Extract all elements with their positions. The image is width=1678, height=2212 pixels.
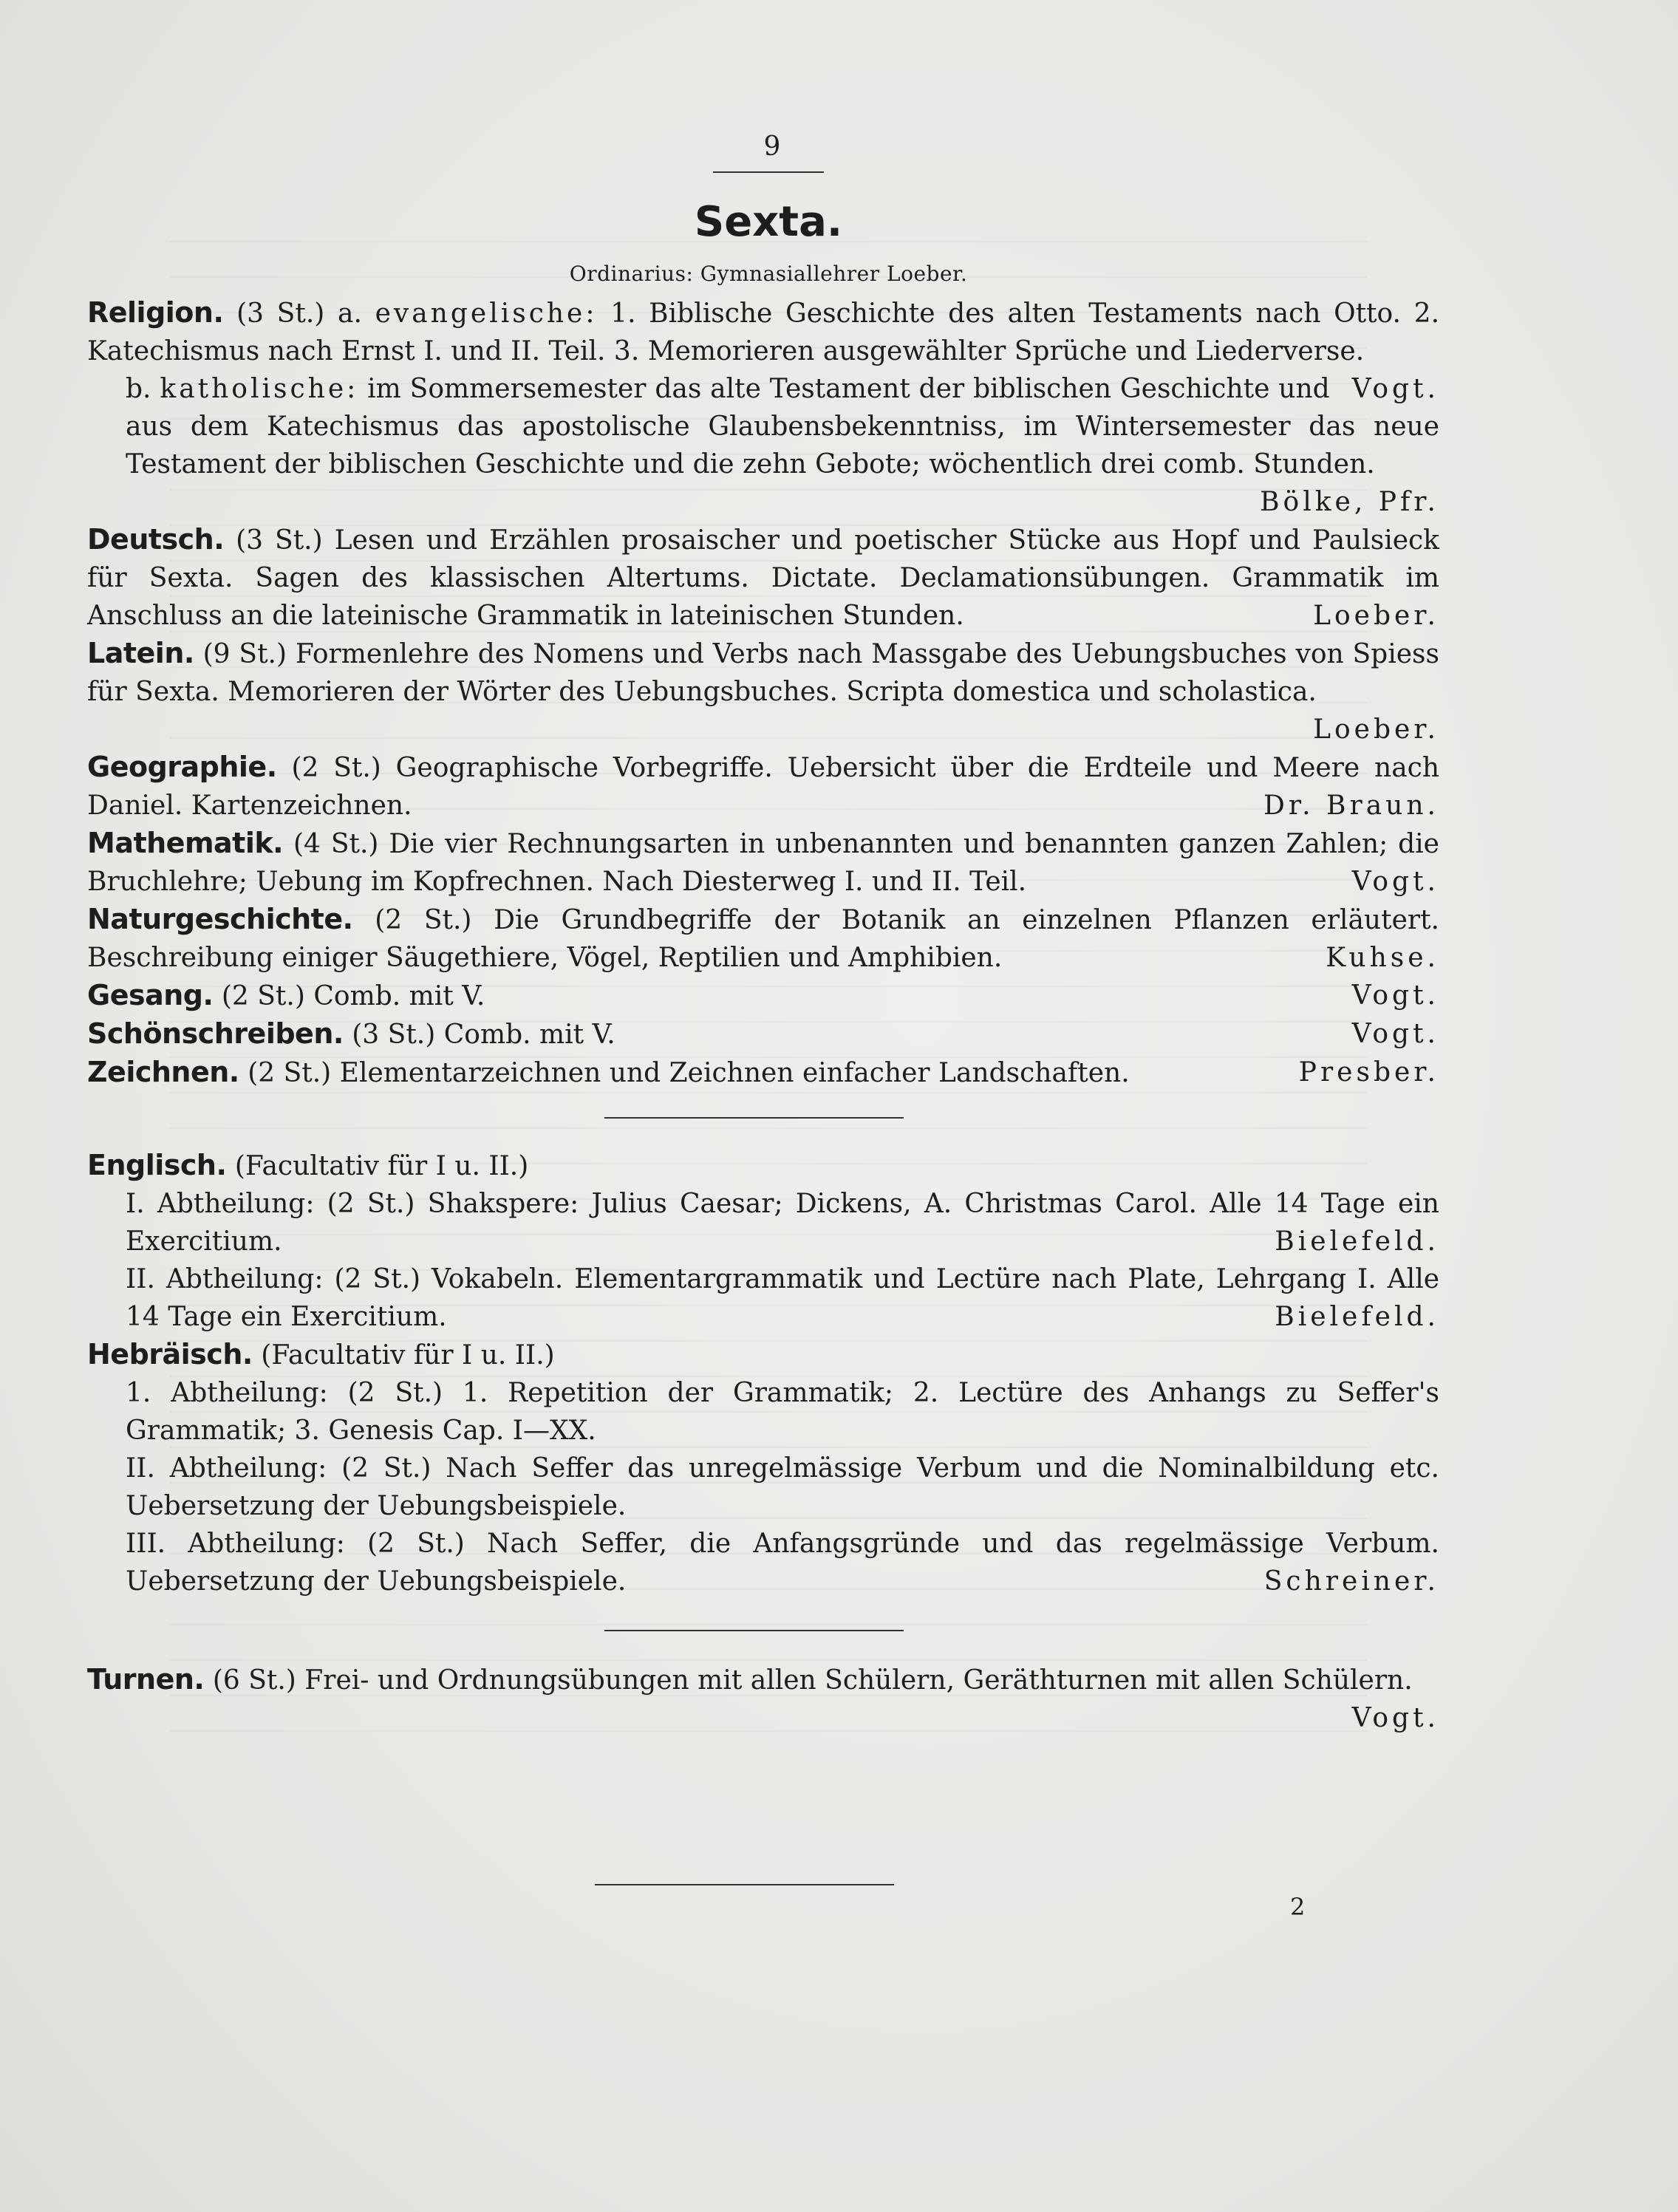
entry-text: Frei- und Ordnungsübungen mit allen Schülern, Geräthturnen mit allen Schülern. <box>304 1665 1413 1696</box>
entry-latein <box>87 635 1439 748</box>
division-label: 1. Abtheilung: <box>126 1378 328 1408</box>
hours-label: (3 St.) <box>352 1020 436 1050</box>
entry-religion <box>87 294 1439 521</box>
hours-label: (6 St.) <box>212 1665 296 1696</box>
entry-hebraeisch <box>87 1336 1439 1600</box>
entry-text: (2 St.) 1. Repetition der Grammatik; 2. Lectüre des Anhangs zu Seffer's Grammatik; 3. Genesis Cap. I—XX. <box>126 1378 1439 1446</box>
entry-text: (2 St.) Vokabeln. Elementargrammatik und Lectüre nach Plate, Lehrgang I. Alle 14 Tage ein Exercitium. <box>126 1264 1440 1332</box>
subject-heading: Mathematik. <box>87 827 284 859</box>
entry-schoenschreiben <box>87 1015 1439 1054</box>
entry-turnen <box>87 1661 1439 1737</box>
entry-naturgeschichte <box>87 901 1439 977</box>
page-title: Sexta. <box>694 198 843 246</box>
subject-heading: Turnen. <box>87 1663 205 1696</box>
hours-label: (3 St.) <box>236 298 325 329</box>
item-label: b. <box>126 374 151 404</box>
page-subtitle: Ordinarius: Gymnasiallehrer Loeber. <box>569 262 968 286</box>
entry-text: Comb. mit V. <box>443 1020 615 1050</box>
teacher-name: Dr. Braun. <box>1263 791 1439 821</box>
teacher-name: Schreiner. <box>1263 1566 1439 1597</box>
hours-label: (2 St.) <box>248 1058 332 1088</box>
entry-text: im Sommersemester das alte Testament der biblischen Geschichte und aus dem Katechismus das apostolische Glaubensbekenntniss, im Wintersemester das neue Testament der biblischen Geschichte und die zehn Gebote; wöchentlich drei comb. Stunden. <box>126 374 1439 479</box>
hours-label: (3 St.) <box>236 525 323 556</box>
hours-label: (9 St.) <box>202 639 287 669</box>
hours-label: (4 St.) <box>293 829 379 859</box>
section-divider <box>604 1117 904 1119</box>
facultative-note: (Facultativ für I u. II.) <box>261 1340 555 1370</box>
entry-englisch <box>87 1147 1439 1336</box>
subject-heading: Hebräisch. <box>87 1338 253 1370</box>
division-label: III. Abtheilung: <box>126 1529 345 1559</box>
denomination-label: katholische: <box>160 374 359 404</box>
entry-text: Formenlehre des Nomens und Verbs nach Massgabe des Uebungsbuches von Spiess für Sexta. Memorieren der Wörter des Uebungsbuches. Scripta domestica und scholastica. <box>87 639 1439 707</box>
entry-text: Comb. mit V. <box>313 981 485 1011</box>
entry-text: Elementarzeichnen und Zeichnen einfacher Landschaften. <box>339 1058 1130 1088</box>
entry-text: Geographische Vorbegriffe. Uebersicht über die Erdteile und Meere nach Daniel. Kartenzeichnen. <box>87 753 1440 821</box>
curriculum-content <box>87 294 1439 1737</box>
subject-heading: Schönschreiben. <box>87 1017 344 1050</box>
entry-text: Die vier Rechnungsarten in unbenannten und benannten ganzen Zahlen; die Bruchlehre; Uebung im Kopfrechnen. Nach Diesterweg I. und II. Teil. <box>87 829 1439 897</box>
teacher-name: Bölke, Pfr. <box>1260 487 1439 517</box>
subject-heading: Gesang. <box>87 979 214 1011</box>
entry-mathematik <box>87 825 1439 901</box>
denomination-label: evangelische: <box>375 298 598 329</box>
teacher-name: Presber. <box>1298 1057 1439 1088</box>
entry-text: (2 St.) Nach Seffer, die Anfangsgründe und das regelmässige Verbum. Uebersetzung der Uebungsbeispiele. <box>126 1529 1439 1597</box>
division-label: II. Abtheilung: <box>126 1264 324 1294</box>
teacher-name: Vogt. <box>1351 374 1439 404</box>
teacher-name: Bielefeld. <box>1275 1226 1439 1257</box>
teacher-name: Vogt. <box>1351 1019 1439 1049</box>
entry-zeichnen <box>87 1054 1439 1092</box>
entry-text: Die Grundbegriffe der Botanik an einzelnen Pflanzen erläutert. Beschreibung einiger Säugethiere, Vögel, Reptilien und Amphibien. <box>87 905 1439 973</box>
section-divider <box>604 1630 904 1631</box>
page-number: 9 <box>763 132 781 162</box>
hours-label: (2 St.) <box>291 753 381 783</box>
entry-deutsch <box>87 521 1439 635</box>
bottom-divider <box>595 1884 894 1885</box>
subject-heading: Geographie. <box>87 751 277 783</box>
division-label: I. Abtheilung: <box>126 1189 315 1219</box>
subject-heading: Englisch. <box>87 1149 227 1181</box>
teacher-name: Bielefeld. <box>1275 1302 1439 1332</box>
subject-heading: Deutsch. <box>87 523 225 556</box>
teacher-name: Loeber. <box>1313 714 1439 745</box>
teacher-name: Vogt. <box>1351 867 1439 897</box>
entry-text: Lesen und Erzählen prosaischer und poetischer Stücke aus Hopf und Paulsieck für Sexta. Sagen des klassischen Altertums. Dictate. Declamationsübungen. Grammatik im Anschluss an die lateinische Grammatik in lateinischen Stunden. <box>87 525 1439 631</box>
subject-heading: Zeichnen. <box>87 1056 239 1088</box>
entry-text: 1. Biblische Geschichte des alten Testaments nach Otto. 2. Katechismus nach Ernst I. und II. Teil. 3. Memorieren ausgewählter Sprüche und Liederverse. <box>87 298 1440 366</box>
entry-geographie <box>87 748 1439 825</box>
signature-mark: 2 <box>1290 1893 1306 1921</box>
division-label: II. Abtheilung: <box>126 1453 327 1484</box>
page-number-rule <box>713 171 824 173</box>
facultative-note: (Facultativ für I u. II.) <box>234 1151 529 1181</box>
entry-text: (2 St.) Shakspere: Julius Caesar; Dickens, A. Christmas Carol. Alle 14 Tage ein Exercitium. <box>126 1189 1439 1257</box>
teacher-name: Vogt. <box>1351 980 1439 1011</box>
entry-gesang <box>87 977 1439 1015</box>
teacher-name: Kuhse. <box>1326 943 1439 973</box>
subject-heading: Religion. <box>87 296 224 329</box>
hours-label: (2 St.) <box>375 905 472 935</box>
entry-text: (2 St.) Nach Seffer das unregelmässige Verbum und die Nominalbildung etc. Uebersetzung der Uebungsbeispiele. <box>126 1453 1439 1521</box>
subject-heading: Naturgeschichte. <box>87 903 353 935</box>
teacher-name: Vogt. <box>1351 1703 1439 1733</box>
item-label: a. <box>337 298 362 329</box>
subject-heading: Latein. <box>87 637 194 669</box>
hours-label: (2 St.) <box>221 981 305 1011</box>
teacher-name: Loeber. <box>1313 601 1439 631</box>
